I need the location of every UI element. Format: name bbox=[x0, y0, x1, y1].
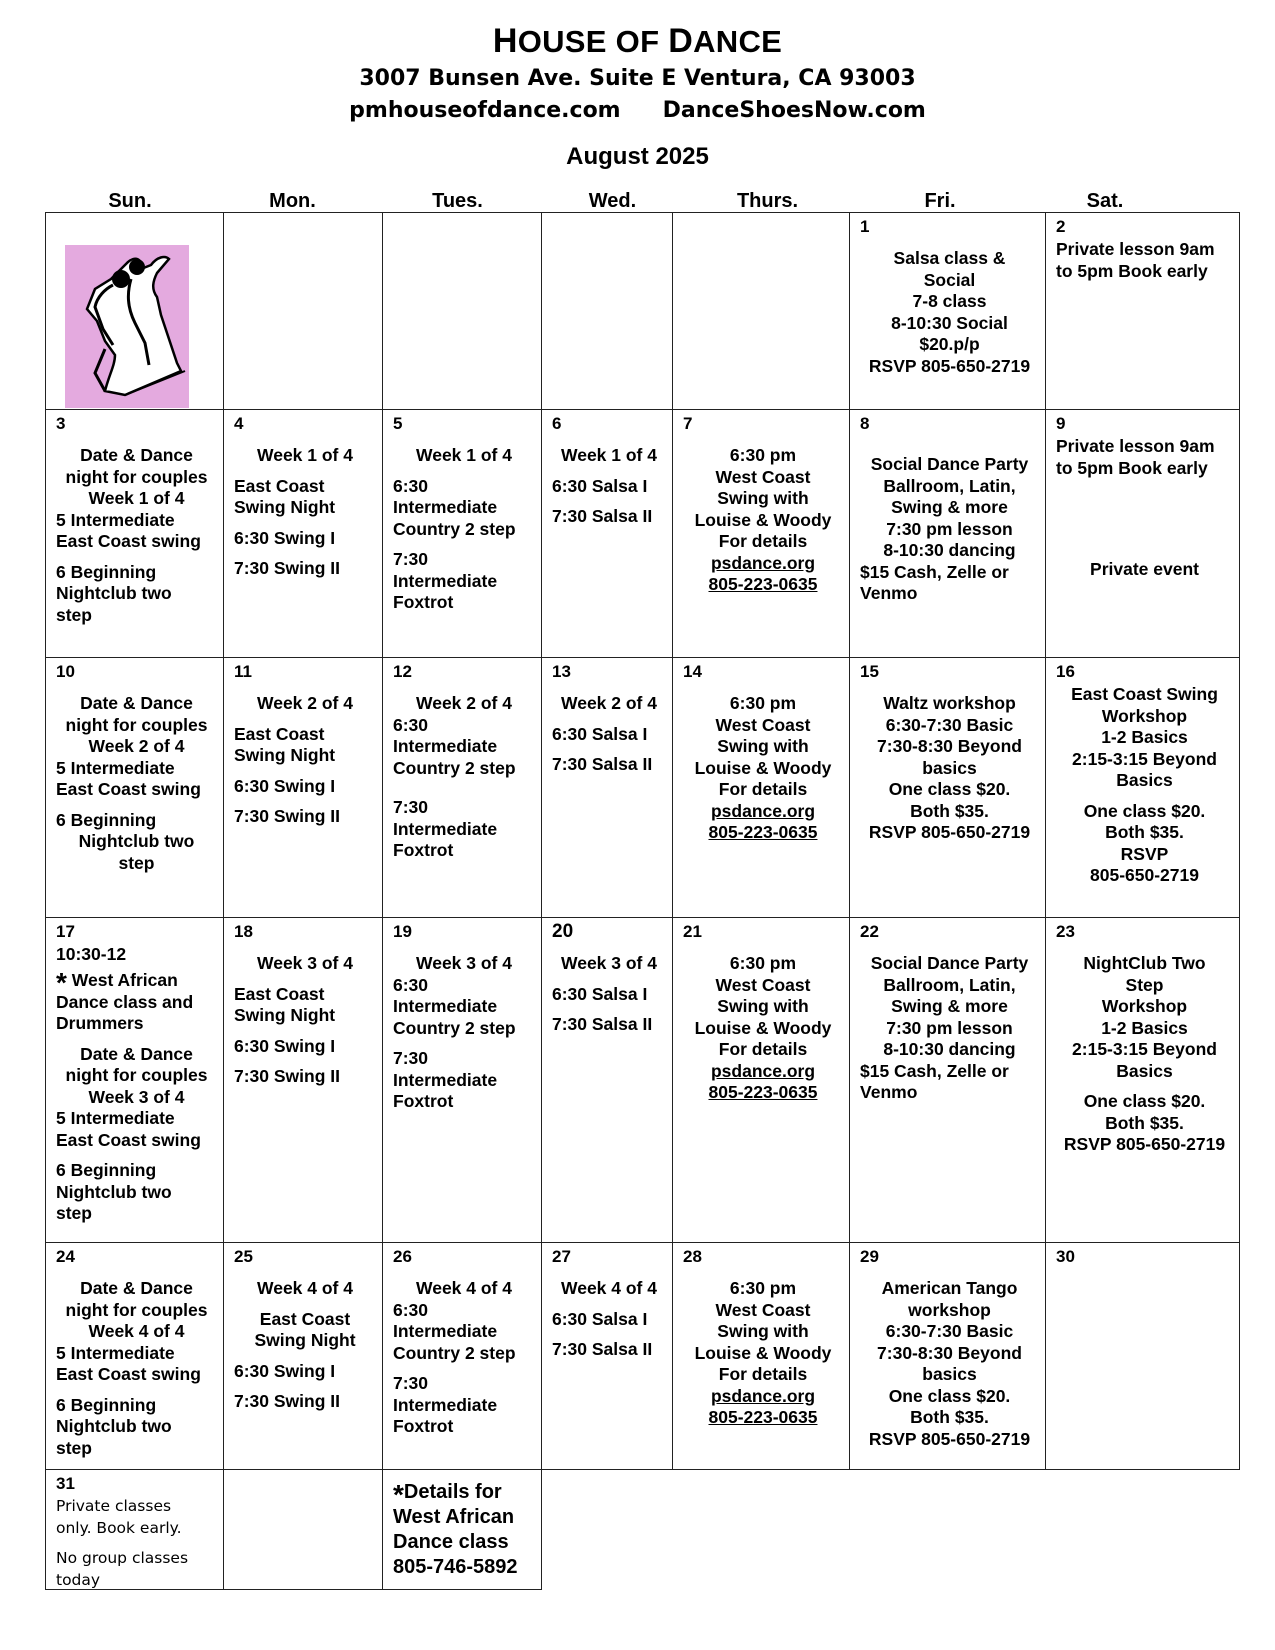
event-line: West Coast bbox=[715, 974, 811, 995]
event-line: Step bbox=[1125, 974, 1164, 995]
event-line: 7:30 bbox=[393, 549, 429, 569]
day-number: 30 bbox=[1056, 1247, 1075, 1266]
event-line: 7:30 Swing II bbox=[234, 1391, 340, 1411]
day-header-sun: Sun. bbox=[108, 190, 152, 212]
event-line: 5 Intermediate bbox=[56, 1342, 175, 1363]
event-line: 5 Intermediate bbox=[56, 757, 175, 778]
event-line: 6:30 pm bbox=[729, 953, 797, 973]
day-cell-27[interactable] bbox=[542, 1243, 673, 1470]
event-line: 6:30 Swing I bbox=[234, 1360, 336, 1381]
websites bbox=[0, 98, 1275, 123]
event-line: Country 2 step bbox=[393, 1017, 516, 1038]
event-line: East Coast swing bbox=[56, 779, 201, 799]
event-line: East Coast swing bbox=[56, 1129, 201, 1150]
day-number: 3 bbox=[56, 414, 66, 433]
day-number: 4 bbox=[234, 414, 244, 433]
event-line: Louise & Woody bbox=[694, 1342, 832, 1363]
event-line: Week 4 of 4 bbox=[88, 1321, 185, 1341]
event-line: Foxtrot bbox=[393, 1416, 454, 1436]
event-line: 6:30 Salsa I bbox=[552, 1308, 648, 1329]
event-line: 8-10:30 dancing bbox=[883, 540, 1016, 560]
event-line: Week 3 of 4 bbox=[257, 953, 353, 973]
day-number: 16 bbox=[1056, 662, 1075, 681]
day-cell-8[interactable] bbox=[850, 410, 1046, 658]
event-line: Week 3 of 4 bbox=[416, 953, 512, 973]
event-line: Week 2 of 4 bbox=[416, 693, 512, 713]
event-line: step bbox=[56, 604, 92, 625]
event-line: Dance class and bbox=[56, 991, 194, 1012]
event-line: Ballroom, Latin, bbox=[883, 475, 1016, 496]
day-number: 19 bbox=[393, 922, 412, 941]
event-line: Waltz workshop bbox=[883, 693, 1016, 713]
event-line: to 5pm Book early bbox=[1056, 260, 1208, 281]
event-line: One class $20. bbox=[1083, 800, 1206, 821]
event-line: Basics bbox=[1116, 1060, 1173, 1081]
day-cell-blank-sun bbox=[46, 213, 224, 410]
note-line: West African bbox=[393, 1506, 515, 1528]
event-line: One class $20. bbox=[888, 1385, 1011, 1406]
day-cell-26[interactable] bbox=[383, 1243, 542, 1470]
event-line: Nightclub two bbox=[78, 831, 195, 851]
event-line: basics bbox=[922, 1364, 977, 1384]
event-line: Both $35. bbox=[1105, 822, 1184, 842]
event-line: East Coast bbox=[234, 723, 325, 744]
day-number: 14 bbox=[683, 662, 702, 681]
event-line: night for couples bbox=[65, 714, 208, 735]
event-line: workshop bbox=[908, 1299, 991, 1320]
event-line: Intermediate bbox=[393, 996, 498, 1016]
event-line: $20.p/p bbox=[919, 334, 980, 354]
event-line: 8-10:30 dancing bbox=[883, 1039, 1016, 1059]
event-line: For details bbox=[718, 1364, 808, 1384]
note-line: Details for bbox=[403, 1481, 502, 1503]
day-number: 27 bbox=[552, 1247, 571, 1266]
event-line: 2:15-3:15 Beyond bbox=[1072, 1039, 1217, 1059]
event-line: 5 Intermediate bbox=[56, 509, 175, 530]
event-line: Country 2 step bbox=[393, 518, 516, 539]
phone-link[interactable]: 805-223-0635 bbox=[708, 822, 818, 842]
event-line: Private event bbox=[1090, 559, 1199, 579]
event-line: Country 2 step bbox=[393, 757, 516, 778]
dancing-couple-icon bbox=[65, 245, 189, 408]
day-header-wed: Wed. bbox=[588, 190, 637, 212]
day-cell-blank-wed bbox=[542, 213, 673, 410]
event-line: 6:30 bbox=[393, 714, 429, 735]
event-line: Swing with bbox=[717, 1321, 809, 1341]
day-cell-5[interactable] bbox=[383, 410, 542, 658]
day-cell-10[interactable] bbox=[46, 658, 224, 918]
event-line: Week 4 of 4 bbox=[561, 1278, 657, 1298]
event-line: night for couples bbox=[65, 1299, 208, 1320]
day-number: 1 bbox=[860, 217, 870, 236]
event-line: For details bbox=[718, 779, 808, 799]
event-line: No group classes bbox=[56, 1549, 189, 1567]
event-line: Private lesson 9am bbox=[1056, 436, 1215, 456]
day-cell-18[interactable] bbox=[224, 918, 383, 1243]
event-line: Week 3 of 4 bbox=[561, 953, 657, 973]
day-cell-blank-thurs bbox=[673, 213, 850, 410]
day-cell-6[interactable] bbox=[542, 410, 673, 658]
event-line: Intermediate bbox=[393, 497, 498, 517]
event-line: 6:30 Salsa I bbox=[552, 475, 648, 496]
event-line: 7:30 Salsa II bbox=[552, 754, 653, 774]
event-line: 6:30 Swing I bbox=[234, 527, 336, 548]
event-line: Week 2 of 4 bbox=[88, 736, 185, 756]
event-line: 1-2 Basics bbox=[1101, 727, 1188, 747]
day-number: 29 bbox=[860, 1247, 879, 1266]
day-cell-29[interactable] bbox=[850, 1243, 1046, 1470]
event-line: East Coast bbox=[234, 983, 325, 1004]
event-line: Both $35. bbox=[1105, 1112, 1184, 1133]
day-cell-19[interactable] bbox=[383, 918, 542, 1243]
event-line: 7:30 Salsa II bbox=[552, 1339, 653, 1359]
day-number: 15 bbox=[860, 662, 879, 681]
event-line: For details bbox=[718, 1039, 808, 1059]
day-number: 23 bbox=[1056, 922, 1075, 941]
event-line: West Coast bbox=[715, 466, 811, 487]
event-line: 1-2 Basics bbox=[1101, 1017, 1188, 1038]
event-line: 7:30 Swing II bbox=[234, 806, 340, 826]
event-line: 6 Beginning bbox=[56, 561, 157, 582]
event-line: 7:30-8:30 Beyond bbox=[877, 736, 1022, 756]
day-number: 26 bbox=[393, 1247, 412, 1266]
event-line: Social Dance Party bbox=[870, 953, 1029, 973]
event-line: Date & Dance bbox=[80, 1043, 193, 1064]
day-number: 10 bbox=[56, 662, 75, 681]
day-cell-3[interactable] bbox=[46, 410, 224, 658]
day-header-thurs: Thurs. bbox=[736, 190, 799, 212]
event-line: Salsa class & bbox=[893, 248, 1006, 268]
asterisk-icon: * bbox=[393, 1479, 404, 1510]
west-african-details-note bbox=[383, 1470, 542, 1590]
day-cell-17[interactable] bbox=[46, 918, 224, 1243]
day-number: 20 bbox=[552, 921, 574, 942]
psdance-link[interactable]: psdance.org bbox=[710, 800, 816, 821]
event-line: Foxtrot bbox=[393, 1091, 454, 1111]
day-cell-25[interactable] bbox=[224, 1243, 383, 1470]
day-cell-2[interactable] bbox=[1046, 213, 1240, 410]
day-number: 12 bbox=[393, 662, 412, 681]
event-line: Swing with bbox=[717, 996, 809, 1016]
asterisk-icon: * bbox=[56, 966, 67, 998]
event-line: Intermediate bbox=[393, 1321, 498, 1341]
day-number: 21 bbox=[683, 922, 702, 941]
event-line: 7:30 bbox=[393, 1048, 429, 1068]
event-line: 7-8 class bbox=[912, 291, 987, 311]
event-line: Both $35. bbox=[910, 800, 989, 821]
event-line: 6:30-7:30 Basic bbox=[885, 1321, 1014, 1341]
event-line: Country 2 step bbox=[393, 1342, 516, 1363]
day-number: 11 bbox=[234, 662, 252, 681]
event-line: Nightclub two bbox=[56, 583, 172, 603]
day-number: 5 bbox=[393, 414, 403, 433]
event-line: East Coast bbox=[234, 475, 325, 496]
day-cell-23[interactable] bbox=[1046, 918, 1240, 1243]
event-line: Venmo bbox=[860, 1082, 918, 1102]
event-line: night for couples bbox=[65, 466, 208, 487]
event-line: Intermediate bbox=[393, 1394, 498, 1415]
event-line: 2:15-3:15 Beyond bbox=[1072, 748, 1217, 769]
event-line: 7:30 bbox=[393, 797, 429, 817]
event-line: West Coast bbox=[715, 1299, 811, 1320]
day-cell-7[interactable] bbox=[673, 410, 850, 658]
event-line: step bbox=[56, 1203, 92, 1223]
event-line: Swing Night bbox=[234, 1005, 336, 1025]
phone-link[interactable]: 805-223-0635 bbox=[708, 1082, 818, 1102]
day-cell-22[interactable] bbox=[850, 918, 1046, 1243]
day-number: 7 bbox=[683, 414, 693, 433]
event-line: Date & Dance bbox=[80, 693, 193, 713]
event-line: 6:30 Salsa I bbox=[552, 723, 648, 744]
event-line: Workshop bbox=[1101, 996, 1188, 1016]
day-number: 28 bbox=[683, 1247, 702, 1266]
event-line: Foxtrot bbox=[393, 840, 454, 860]
day-cell-31[interactable] bbox=[46, 1470, 224, 1590]
day-number: 9 bbox=[1056, 414, 1066, 433]
psdance-link[interactable]: psdance.org bbox=[710, 1060, 816, 1081]
event-line: One class $20. bbox=[888, 779, 1011, 799]
event-line: only. Book early. bbox=[56, 1518, 182, 1537]
event-line: Nightclub two bbox=[56, 1416, 172, 1436]
event-line: Intermediate bbox=[393, 570, 498, 591]
event-line: Louise & Woody bbox=[694, 1017, 832, 1038]
event-line: NightClub Two bbox=[1083, 953, 1206, 973]
day-cell-21[interactable] bbox=[673, 918, 850, 1243]
event-line: 6:30 pm bbox=[729, 1278, 797, 1298]
event-line: Week 2 of 4 bbox=[257, 693, 353, 713]
day-number: 17 bbox=[56, 922, 75, 941]
month-title: August 2025 bbox=[566, 143, 709, 170]
day-header-fri: Fri. bbox=[924, 190, 956, 212]
event-line: 7:30 Swing II bbox=[234, 1066, 340, 1086]
event-line: Basics bbox=[1116, 770, 1173, 790]
event-line: Nightclub two bbox=[56, 1181, 172, 1202]
event-line: East Coast bbox=[259, 1308, 351, 1329]
event-line: 5 Intermediate bbox=[56, 1108, 175, 1128]
day-cell-24[interactable] bbox=[46, 1243, 224, 1470]
event-line: Social Dance Party bbox=[870, 454, 1029, 474]
day-number: 13 bbox=[552, 662, 571, 681]
event-line: RSVP 805-650-2719 bbox=[868, 1428, 1031, 1449]
event-line: 6 Beginning bbox=[56, 809, 157, 830]
event-line: Week 1 of 4 bbox=[257, 445, 353, 465]
event-line: 10:30-12 bbox=[56, 944, 127, 964]
day-cell-blank-mon bbox=[224, 213, 383, 410]
event-line: RSVP 805-650-2719 bbox=[868, 822, 1031, 842]
day-cell-blank-mon-end bbox=[224, 1470, 383, 1590]
event-line: Week 1 of 4 bbox=[88, 488, 185, 508]
event-line: Swing Night bbox=[234, 497, 336, 517]
day-cell-15[interactable] bbox=[850, 658, 1046, 918]
event-line: night for couples bbox=[65, 1065, 208, 1085]
phone-link[interactable]: 805-223-0635 bbox=[708, 1407, 818, 1427]
phone-link[interactable]: 805-223-0635 bbox=[708, 574, 818, 594]
event-line: Week 1 of 4 bbox=[561, 445, 657, 465]
event-line: 7:30 Swing II bbox=[234, 558, 340, 578]
event-line: 7:30 Salsa II bbox=[552, 506, 653, 526]
event-line: Swing & more bbox=[891, 996, 1008, 1016]
event-line: Both $35. bbox=[910, 1407, 989, 1427]
psdance-link[interactable]: psdance.org bbox=[710, 1385, 816, 1406]
event-line: Intermediate bbox=[393, 736, 498, 756]
event-line: Date & Dance bbox=[80, 1278, 193, 1298]
day-cell-28[interactable] bbox=[673, 1243, 850, 1470]
event-line: Week 4 of 4 bbox=[257, 1278, 353, 1298]
event-line: Ballroom, Latin, bbox=[883, 974, 1016, 995]
event-line: Venmo bbox=[860, 583, 918, 603]
day-cell-blank-tues bbox=[383, 213, 542, 410]
event-line: 7:30 bbox=[393, 1373, 429, 1393]
event-line: Swing with bbox=[717, 736, 809, 756]
event-line: West Coast bbox=[715, 714, 811, 735]
day-number: 18 bbox=[234, 922, 253, 941]
website-link-danceshoesnow[interactable]: DanceShoesNow.com bbox=[662, 98, 926, 123]
event-line: today bbox=[56, 1570, 101, 1589]
event-line: East Coast Swing bbox=[1071, 684, 1218, 704]
event-line: Private lesson 9am bbox=[1056, 239, 1215, 259]
event-line: American Tango bbox=[881, 1278, 1018, 1298]
event-line: Swing Night bbox=[234, 745, 336, 765]
event-line: $15 Cash, Zelle or bbox=[860, 1060, 1009, 1081]
event-line: Date & Dance bbox=[80, 445, 193, 465]
event-line: Social bbox=[923, 269, 976, 290]
event-line: Week 1 of 4 bbox=[416, 445, 512, 465]
event-line: Louise & Woody bbox=[694, 509, 832, 530]
day-cell-30[interactable] bbox=[1046, 1243, 1240, 1470]
event-line: $15 Cash, Zelle or bbox=[860, 561, 1009, 582]
day-header-sat: Sat. bbox=[1086, 190, 1124, 212]
event-line: Private classes bbox=[56, 1497, 172, 1515]
event-line: to 5pm Book early bbox=[1056, 457, 1208, 478]
event-line: Workshop bbox=[1101, 705, 1188, 726]
event-line: 6:30 pm bbox=[729, 693, 797, 713]
event-line: Louise & Woody bbox=[694, 757, 832, 778]
event-line: Week 4 of 4 bbox=[416, 1278, 512, 1298]
event-line: RSVP 805-650-2719 bbox=[868, 355, 1031, 376]
day-number: 6 bbox=[552, 414, 562, 433]
event-line: East Coast swing bbox=[56, 531, 201, 551]
event-line: West African bbox=[71, 969, 178, 990]
event-line: Week 3 of 4 bbox=[88, 1086, 185, 1107]
day-number: 25 bbox=[234, 1247, 253, 1266]
event-line: 6:30-7:30 Basic bbox=[885, 714, 1014, 735]
note-phone[interactable]: 805-746-5892 bbox=[393, 1556, 518, 1578]
day-number: 31 bbox=[56, 1474, 75, 1493]
event-line: 7:30-8:30 Beyond bbox=[877, 1342, 1022, 1363]
event-line: East Coast swing bbox=[56, 1364, 201, 1384]
event-line: step bbox=[118, 852, 155, 873]
event-line: 7:30 pm lesson bbox=[886, 1017, 1013, 1038]
event-line: 6:30 pm bbox=[729, 445, 797, 465]
event-line: Intermediate bbox=[393, 1069, 498, 1090]
event-line: 6:30 bbox=[393, 974, 429, 995]
day-cell-11[interactable] bbox=[224, 658, 383, 918]
event-line: 6:30 Swing I bbox=[234, 775, 336, 796]
event-line: 6:30 bbox=[393, 1299, 429, 1320]
day-header-tues: Tues. bbox=[432, 190, 483, 212]
event-line: RSVP bbox=[1120, 843, 1169, 864]
event-line: 6:30 bbox=[393, 475, 429, 496]
event-line: 6 Beginning bbox=[56, 1394, 157, 1415]
day-number: 8 bbox=[860, 414, 870, 433]
studio-title: HOUSE OF DANCE bbox=[492, 22, 783, 60]
event-line: Swing with bbox=[717, 488, 809, 508]
event-line: Swing Night bbox=[254, 1330, 356, 1350]
day-number: 2 bbox=[1056, 217, 1066, 236]
event-line: 6:30 Swing I bbox=[234, 1035, 336, 1056]
day-cell-1[interactable] bbox=[850, 213, 1046, 410]
studio-address: 3007 Bunsen Ave. Suite E Ventura, CA 93003 bbox=[359, 66, 916, 91]
event-line: step bbox=[56, 1437, 92, 1458]
day-cell-13[interactable] bbox=[542, 658, 673, 918]
event-line: 805-650-2719 bbox=[1090, 865, 1199, 885]
day-cell-9[interactable] bbox=[1046, 410, 1240, 658]
website-link-pmhouseofdance[interactable]: pmhouseofdance.com bbox=[349, 98, 621, 123]
day-cell-14[interactable] bbox=[673, 658, 850, 918]
psdance-link[interactable]: psdance.org bbox=[710, 552, 816, 573]
event-line: Swing & more bbox=[891, 497, 1008, 517]
event-line: Drummers bbox=[56, 1013, 144, 1033]
note-line: Dance class bbox=[393, 1531, 509, 1553]
day-number: 22 bbox=[860, 922, 879, 941]
event-line: 8-10:30 Social bbox=[891, 312, 1008, 333]
day-header-mon: Mon. bbox=[269, 190, 316, 212]
day-cell-20[interactable] bbox=[542, 918, 673, 1243]
day-cell-16[interactable] bbox=[1046, 658, 1240, 918]
event-line: RSVP 805-650-2719 bbox=[1063, 1134, 1226, 1154]
event-line: basics bbox=[922, 757, 977, 778]
day-cell-4[interactable] bbox=[224, 410, 383, 658]
event-line: 6:30 Salsa I bbox=[552, 983, 648, 1004]
day-number: 24 bbox=[56, 1247, 75, 1266]
event-line: 6 Beginning bbox=[56, 1160, 157, 1180]
event-line: 7:30 Salsa II bbox=[552, 1014, 653, 1034]
day-cell-12[interactable] bbox=[383, 658, 542, 918]
event-line: Foxtrot bbox=[393, 592, 454, 612]
event-line: One class $20. bbox=[1083, 1091, 1206, 1111]
event-line: Week 2 of 4 bbox=[561, 693, 657, 713]
event-line: 7:30 pm lesson bbox=[886, 518, 1013, 539]
event-line: Intermediate bbox=[393, 818, 498, 839]
event-line: For details bbox=[718, 531, 808, 551]
